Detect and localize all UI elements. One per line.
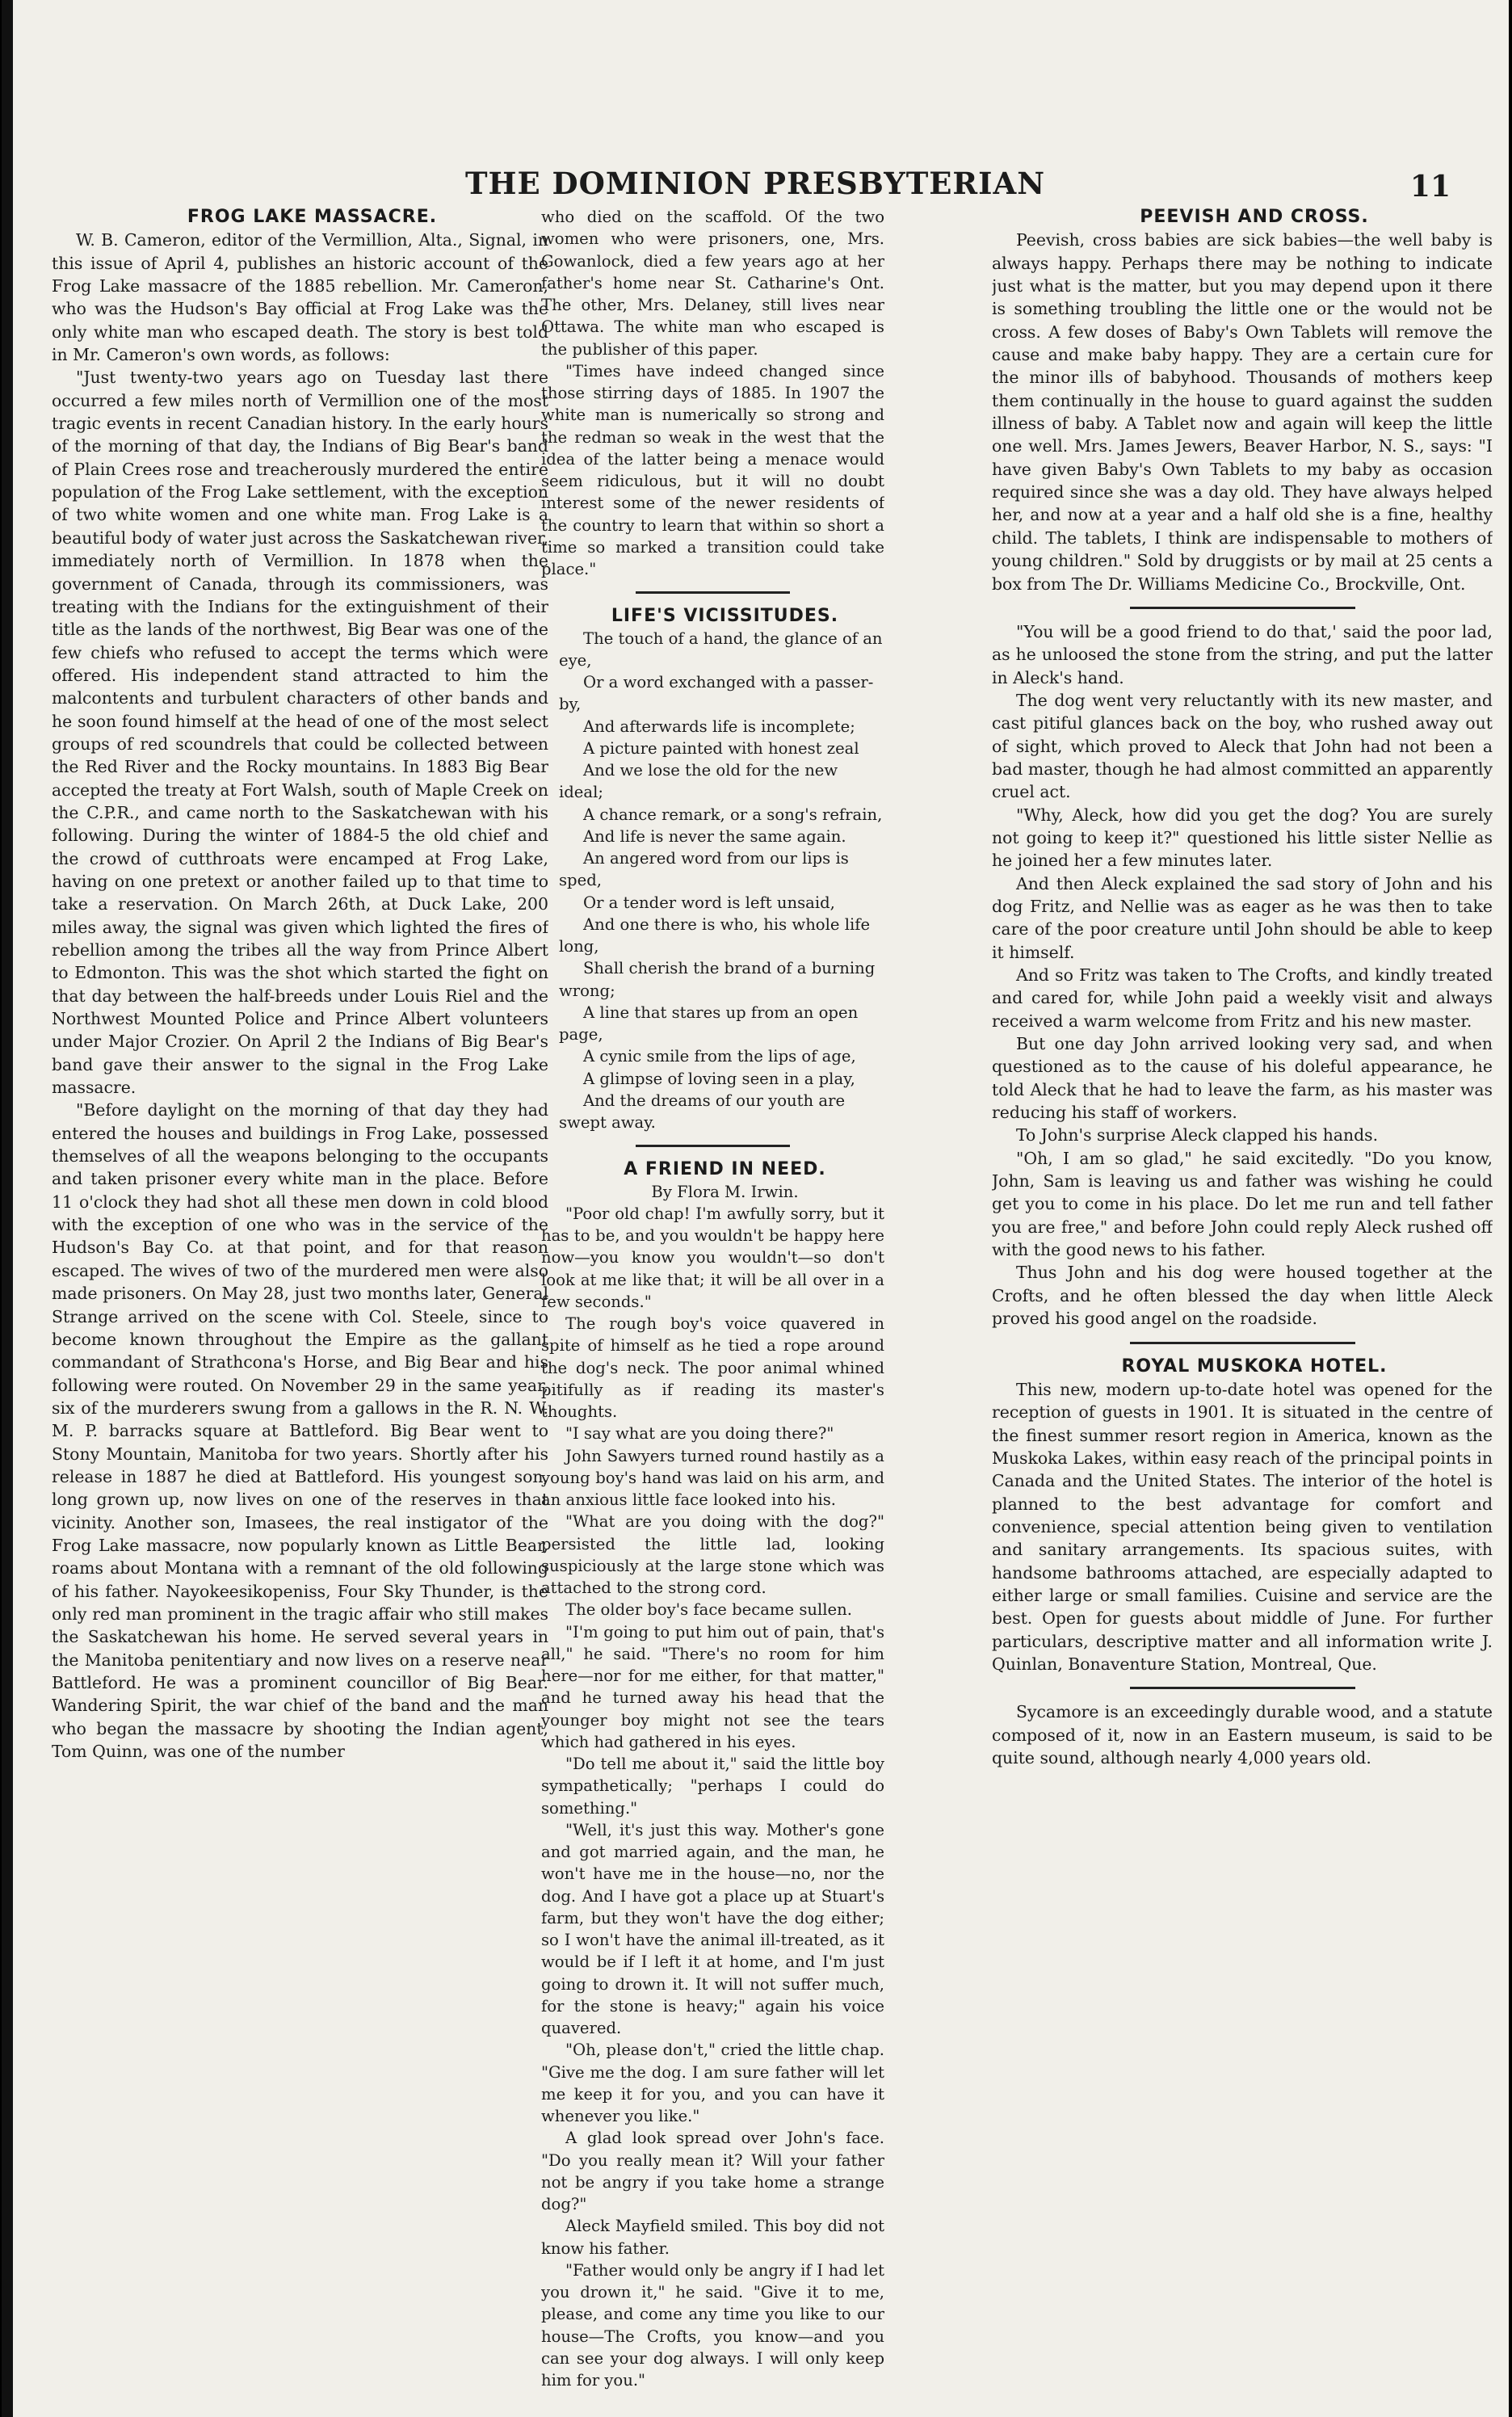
story-paragraph: The dog went very reluctantly with its new master, and cast pitiful glances back on the boy, who rushed away out of sight, which proved to Aleck that John had not been a bad master, though he had almost committed an apparently cruel act. — [992, 690, 1493, 802]
poem-line: And life is never the same again. — [583, 826, 846, 846]
poem-line: A chance remark, or a song's refrain, — [583, 805, 883, 824]
story-paragraph: The older boy's face became sullen. — [565, 1600, 852, 1620]
story-paragraph: Aleck Mayfield smiled. This boy did not know his father. — [541, 2217, 884, 2258]
column-right — [992, 206, 1493, 2395]
story-paragraph: "Do tell me about it," said the little boy sympathetically; "perhaps I could do something." — [541, 1755, 884, 1818]
poem-line: An angered word from our lips is sped, — [559, 849, 849, 890]
poem-line: The touch of a hand, the glance of an eye, — [559, 628, 883, 670]
poem-line: And afterwards life is incomplete; — [583, 717, 855, 736]
article-heading-frog-lake: FROG LAKE MASSACRE. — [187, 207, 438, 227]
story-paragraph: A glad look spread over John's face. "Do you really mean it? Will your father not be angry if you take home a strange dog?" — [541, 2129, 884, 2213]
advert-paragraph: Peevish, cross babies are sick babies—the well baby is always happy. Perhaps there may be nothing to indicate just what is the matter, but you may depend upon it there is something troubling the little one or the would not be cross. A few doses of Baby's Own Tablets will remove the cause and make baby happy. They are a certain cure for the minor ills of babyhood. Thousands of mothers keep them continually in the house to guard against the sudden illness of baby. A Tablet now and again will keep the little one well. Mrs. James Jewers, Beaver Harbor, N. S., says: "I have given Baby's Own Tablets to my baby as occasion required since she was a day old. They have always helped her, and now at a year and a half old she is a fine, healthy child. The tablets, I think are indispensable to mothers of young children." Sold by druggists or by mail at 25 cents a box from The Dr. Williams Medicine Co., Brockville, Ont. — [992, 230, 1493, 594]
article-paragraph: W. B. Cameron, editor of the Vermillion, Alta., Signal, in this issue of April 4, publishes an historic account of the Frog Lake massacre of the 1885 rebellion. Mr. Cameron, who was the Hudson's Bay official at Frog Lake was the only white man who escaped death. The story is best told in Mr. Cameron's own words, as follows: — [52, 230, 548, 365]
story-byline: By Flora M. Irwin. — [651, 1182, 799, 1201]
story-paragraph: "What are you doing with the dog?" persisted the little lad, looking suspiciously at the large stone which was attached to the strong cord. — [541, 1512, 884, 1597]
poem-line: Shall cherish the brand of a burning wrong; — [559, 959, 876, 1000]
poem-line: A line that stares up from an open page, — [559, 1003, 859, 1044]
poem-line: Or a word exchanged with a passer-by, — [559, 673, 874, 714]
story-paragraph: "I say what are you doing there?" — [565, 1424, 834, 1444]
story-paragraph: And so Fritz was taken to The Crofts, and kindly treated and cared for, while John paid a weekly visit and always received a warm welcome from Fritz and his new master. — [992, 965, 1493, 1031]
section-divider — [1130, 607, 1355, 609]
sycamore-paragraph: Sycamore is an exceedingly durable wood, and a statute composed of it, now in an Eastern museum, is said to be quite sound, although nearly 4,000 years old. — [992, 1702, 1493, 1768]
poem-line: And one there is who, his whole life long, — [559, 914, 871, 956]
column-middle — [541, 206, 884, 2395]
poem-line: And we lose the old for the new ideal; — [559, 761, 838, 802]
poem-line: Or a tender word is left unsaid, — [583, 893, 835, 912]
story-paragraph: "Why, Aleck, how did you get the dog? You are surely not going to keep it?" questioned his little sister Nellie as he joined her a few minutes later. — [992, 805, 1493, 871]
story-paragraph: But one day John arrived looking very sad, and when questioned as to the cause of his doleful appearance, he told Aleck that he had to leave the farm, as his master was reducing his staff of workers. — [992, 1034, 1493, 1123]
story-heading: A FRIEND IN NEED. — [624, 1159, 826, 1180]
story-paragraph: "Father would only be angry if I had let you drown it," he said. "Give it to me, please, and come any time you like to our house—The Crofts, you know—and you can see your dog always. I will only keep him for you." — [541, 2260, 884, 2390]
story-paragraph: John Sawyers turned round hastily as a young boy's hand was laid on his arm, and an anxious little face looked into his. — [541, 1446, 884, 1509]
section-divider — [636, 591, 790, 594]
article-paragraph: "Times have indeed changed since those stirring days of 1885. In 1907 the white man is numerically so strong and the redman so weak in the west that the idea of the latter being a menace would seem ridiculous, but it will no doubt interest some of the newer residents of the country to learn that within so short a time so marked a transition could take place." — [541, 361, 884, 578]
newspaper-page — [2, 0, 1509, 2417]
poem-line: A picture painted with honest zeal — [583, 738, 859, 758]
article-paragraph: "Just twenty-two years ago on Tuesday last there occurred a few miles north of Vermillion one of the most tragic events in recent Canadian history. In the early hours of the morning of that day, the Indians of Big Bear's band of Plain Crees rose and treacherously murdered the entire population of the Frog Lake settlement, with the exception of two white women and one white man. Frog Lake is a beautiful body of water just across the Saskatchewan river, immediately north of Vermillion. In 1878 when the government of Canada, through its commissioners, was treating with the Indians for the extinguishment of their title as the lands of the northwest, Big Bear was one of the few chiefs who refused to accept the terms which were offered. His independent stand attracted to him the malcontents and turbulent characters of other bands and he soon found himself at the head of one of the most select groups of red scoundrels that could be collected between the Red River and the Rocky mountains. In 1883 Big Bear accepted the treaty at Fort Walsh, south of Maple Creek on the C.P.R., and came north to the Saskatchewan with his following. During the winter of 1884-5 the old chief and the crowd of cutthroats were encamped at Frog Lake, having on one pretext or another failed up to that time to take a reservation. On March 26th, at Duck Lake, 200 miles away, the signal was given which lighted the fires of rebellion among the tribes all the way from Prince Albert to Edmonton. This was the shot which started the fight on that day between the half-breeds under Louis Riel and the Northwest Mounted Police and Prince Albert volunteers under Major Crozier. On April 2 the Indians of Big Bear's band gave their answer to the signal in the Frog Lake massacre. — [52, 368, 548, 1098]
poem-heading: LIFE'S VICISSITUDES. — [611, 606, 839, 627]
story-paragraph: "Oh, please don't," cried the little chap. "Give me the dog. I am sure father will let me keep it for you, and you can have it whenever you like." — [541, 2041, 884, 2125]
section-divider — [636, 1145, 790, 1147]
story-paragraph: The rough boy's voice quavered in spite of himself as he tied a rope around the dog's neck. The poor animal whined pitifully as if reading its master's thoughts. — [541, 1314, 884, 1421]
article-heading-peevish: PEEVISH AND CROSS. — [1140, 207, 1369, 227]
poem-line: A cynic smile from the lips of age, — [583, 1047, 856, 1066]
column-left — [52, 206, 548, 2395]
hotel-paragraph: This new, modern up-to-date hotel was opened for the reception of guests in 1901. It is situated in the centre of the finest summer resort region in America, known as the Muskoka Lakes, within easy reach of the principal points in Canada and the United States. The interior of the hotel is planned to the best advantage for comfort and convenience, special attention being given to ventilation and sanitary arrangements. Its spacious suites, with handsome bathrooms attached, are especially adapted to either large or small families. Cuisine and service are the best. Open for guests about middle of June. For further particulars, descriptive matter and all information write J. Quinlan, Bonaventure Station, Montreal, Que. — [992, 1379, 1493, 1674]
story-paragraph: "You will be a good friend to do that,' said the poor lad, as he unloosed the stone from the string, and put the latter in Aleck's hand. — [992, 621, 1493, 687]
poem — [541, 628, 884, 1134]
article-paragraph: "Before daylight on the morning of that day they had entered the houses and buildings in Frog Lake, possessed themselves of all the weapons belonging to the occupants and taken prisoner every white man in the place. Before 11 o'clock they had shot all these men down in cold blood with the exception of one who was in the service of the Hudson's Bay Co. at that point, and for that reason escaped. The wives of two of the murdered men were also made prisoners. On May 28, just two months later, General Strange arrived on the scene with Col. Steele, since to become known throughout the Empire as the gallant commandant of Strathcona's Horse, and Big Bear and his following were routed. On November 29 in the same year, six of the murderers swung from a gallows in the R. N. W. M. P. barracks square at Battleford. Big Bear went to Stony Mountain, Manitoba for two years. Shortly after his release in 1887 he died at Battleford. His youngest son, long grown up, now lives on one of the reserves in that vicinity. Another son, Imasees, the real instigator of the Frog Lake massacre, now popularly known as Little Bear, roams about Montana with a remnant of the old following of his father. Nayokeesikopeniss, Four Sky Thunder, is the only red man prominent in the tragic affair who still makes the Saskatchewan his home. He served several years in the Manitoba penitentiary and now lives on a reserve near Battleford. He was a prominent councillor of Big Bear. Wandering Spirit, the war chief of the band and the man who began the massacre by shooting the Indian agent, Tom Quinn, was one of the number — [52, 1100, 548, 1762]
section-divider — [1130, 1342, 1355, 1344]
story-paragraph: "I'm going to put him out of pain, that's all," he said. "There's no room for him here—nor for me either, for that matter," and he turned away his head that the younger boy might not see the tears which had gathered in his eyes. — [541, 1622, 884, 1751]
article-continuation: who died on the scaffold. Of the two women who were prisoners, one, Mrs. Gowanlock, died a few years ago at her father's home near St. Catharine's Ont. The other, Mrs. Delaney, still lives near Ottawa. The white man who escaped is the publisher of this paper. — [541, 208, 884, 359]
story-paragraph: "Poor old chap! I'm awfully sorry, but it has to be, and you wouldn't be happy here now—you know you wouldn't—so don't look at me like that; it will be all over in a few seconds." — [541, 1204, 884, 1311]
poem-line: A glimpse of loving seen in a play, — [583, 1069, 855, 1088]
story-paragraph: To John's surprise Aleck clapped his hands. — [1016, 1125, 1379, 1145]
page-edge — [2, 0, 13, 2417]
story-paragraph: And then Aleck explained the sad story of John and his dog Fritz, and Nellie was as eager as he was then to take care of the poor creature until John should be able to keep it himself. — [992, 873, 1493, 962]
page-number: 11 — [1409, 170, 1451, 204]
article-heading-hotel: ROYAL MUSKOKA HOTEL. — [1121, 1356, 1388, 1377]
story-paragraph: "Oh, I am so glad," he said excitedly. "Do you know, John, Sam is leaving us and father was wishing he could get you to come in his place. Do let me run and tell father you are free," and before John could reply Aleck rushed off with the good news to his father. — [992, 1148, 1493, 1260]
masthead-title: THE DOMINION PRESBYTERIAN — [464, 166, 1046, 201]
story-paragraph: Thus John and his dog were housed together at the Crofts, and he often blessed the day when little Aleck proved his good angel on the roadside. — [992, 1263, 1493, 1329]
section-divider — [1130, 1687, 1355, 1689]
story-paragraph: "Well, it's just this way. Mother's gone and got married again, and the man, he won't have me in the house—no, nor the dog. And I have got a place up at Stuart's farm, but they won't have the dog either; so I won't have the animal ill-treated, as it would be if I left it at home, and I'm just going to drown it. It will not suffer much, for the stone is heavy;" again his voice quavered. — [541, 1820, 884, 2037]
poem-line: And the dreams of our youth are swept away. — [559, 1091, 846, 1132]
